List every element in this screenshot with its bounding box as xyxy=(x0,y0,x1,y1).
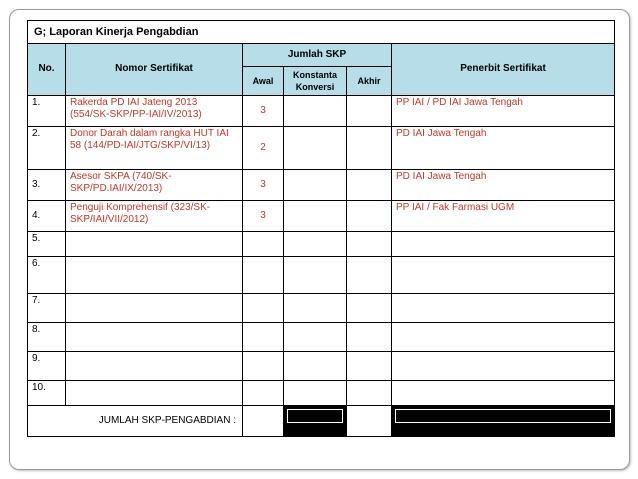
row-skp-awal xyxy=(243,256,284,293)
row-konstanta-konversi xyxy=(284,126,347,169)
row-skp-akhir xyxy=(347,169,392,200)
laporan-table xyxy=(27,20,615,437)
header-no: No. xyxy=(28,43,66,95)
row-nomor-sertifikat: Donor Darah dalam rangka HUT IAI 58 (144/PD-IAI/JTG/SKP/VI/13) xyxy=(66,126,243,169)
row-no: 5. xyxy=(28,232,66,257)
row-penerbit-sertifikat xyxy=(392,294,615,323)
row-nomor-sertifikat: Rakerda PD IAI Jateng 2013 (554/SK-SKP/PP-IAI/IV/2013) xyxy=(66,95,243,126)
blocked-cell-inner xyxy=(287,409,343,423)
row-skp-awal xyxy=(243,381,284,406)
row-skp-akhir xyxy=(347,323,392,352)
summary-row xyxy=(28,405,615,436)
row-penerbit-sertifikat xyxy=(392,352,615,381)
header-nomor-sertifikat: Nomor Sertifikat xyxy=(66,43,243,95)
table-row xyxy=(28,201,615,232)
header-awal: Awal xyxy=(243,66,284,95)
row-penerbit-sertifikat xyxy=(392,323,615,352)
row-no: 4. xyxy=(28,201,66,232)
row-nomor-sertifikat xyxy=(66,232,243,257)
table-row xyxy=(28,352,615,381)
row-no: 6. xyxy=(28,256,66,293)
row-nomor-sertifikat xyxy=(66,381,243,406)
header-jumlah-skp: Jumlah SKP xyxy=(243,43,392,66)
row-penerbit-sertifikat: PP IAI / PD IAI Jawa Tengah xyxy=(392,95,615,126)
row-skp-awal: 3 xyxy=(243,169,284,200)
row-konstanta-konversi xyxy=(284,232,347,257)
row-skp-awal xyxy=(243,294,284,323)
row-skp-akhir xyxy=(347,232,392,257)
table-title: G; Laporan Kinerja Pengabdian xyxy=(28,21,615,44)
row-no: 9. xyxy=(28,352,66,381)
row-no: 3. xyxy=(28,169,66,200)
row-penerbit-sertifikat: PD IAI Jawa Tengah xyxy=(392,169,615,200)
row-skp-akhir xyxy=(347,201,392,232)
row-konstanta-konversi xyxy=(284,381,347,406)
row-penerbit-sertifikat: PP IAI / Fak Farmasi UGM xyxy=(392,201,615,232)
row-skp-awal xyxy=(243,352,284,381)
table-row xyxy=(28,294,615,323)
row-skp-awal xyxy=(243,323,284,352)
row-penerbit-sertifikat xyxy=(392,381,615,406)
row-skp-akhir xyxy=(347,95,392,126)
row-konstanta-konversi xyxy=(284,95,347,126)
row-nomor-sertifikat xyxy=(66,352,243,381)
row-skp-akhir xyxy=(347,126,392,169)
row-konstanta-konversi xyxy=(284,169,347,200)
row-nomor-sertifikat: Penguji Komprehensif (323/SK-SKP/IAI/VII/2012) xyxy=(66,201,243,232)
row-konstanta-konversi xyxy=(284,201,347,232)
row-penerbit-sertifikat: PD IAI Jawa Tengah xyxy=(392,126,615,169)
header-akhir: Akhir xyxy=(347,66,392,95)
table-row xyxy=(28,232,615,257)
row-skp-awal xyxy=(243,232,284,257)
table-row xyxy=(28,323,615,352)
row-nomor-sertifikat xyxy=(66,294,243,323)
row-konstanta-konversi xyxy=(284,294,347,323)
blocked-cell-inner xyxy=(395,409,611,423)
table-row xyxy=(28,95,615,126)
row-no: 10. xyxy=(28,381,66,406)
header-penerbit-sertifikat: Penerbit Sertifikat xyxy=(392,43,615,95)
table-row xyxy=(28,381,615,406)
row-konstanta-konversi xyxy=(284,352,347,381)
row-penerbit-sertifikat xyxy=(392,232,615,257)
table-row xyxy=(28,126,615,169)
summary-penerbit-blocked xyxy=(392,405,615,436)
row-nomor-sertifikat xyxy=(66,256,243,293)
summary-akhir xyxy=(347,405,392,436)
summary-konstanta-blocked xyxy=(284,405,347,436)
row-no: 8. xyxy=(28,323,66,352)
row-nomor-sertifikat xyxy=(66,323,243,352)
summary-label: JUMLAH SKP-PENGABDIAN : xyxy=(28,405,243,436)
row-konstanta-konversi xyxy=(284,256,347,293)
table-row xyxy=(28,169,615,200)
row-no: 1. xyxy=(28,95,66,126)
row-skp-akhir xyxy=(347,381,392,406)
header-konstanta-konversi: Konstanta Konversi xyxy=(284,66,347,95)
table-row xyxy=(28,256,615,293)
row-skp-awal: 2 xyxy=(243,126,284,169)
row-skp-akhir xyxy=(347,352,392,381)
row-no: 2. xyxy=(28,126,66,169)
row-skp-awal: 3 xyxy=(243,95,284,126)
summary-awal xyxy=(243,405,284,436)
row-no: 7. xyxy=(28,294,66,323)
row-konstanta-konversi xyxy=(284,323,347,352)
row-skp-awal: 3 xyxy=(243,201,284,232)
row-skp-akhir xyxy=(347,294,392,323)
row-nomor-sertifikat: Asesor SKPA (740/SK-SKP/PD.IAI/IX/2013) xyxy=(66,169,243,200)
row-penerbit-sertifikat xyxy=(392,256,615,293)
row-skp-akhir xyxy=(347,256,392,293)
